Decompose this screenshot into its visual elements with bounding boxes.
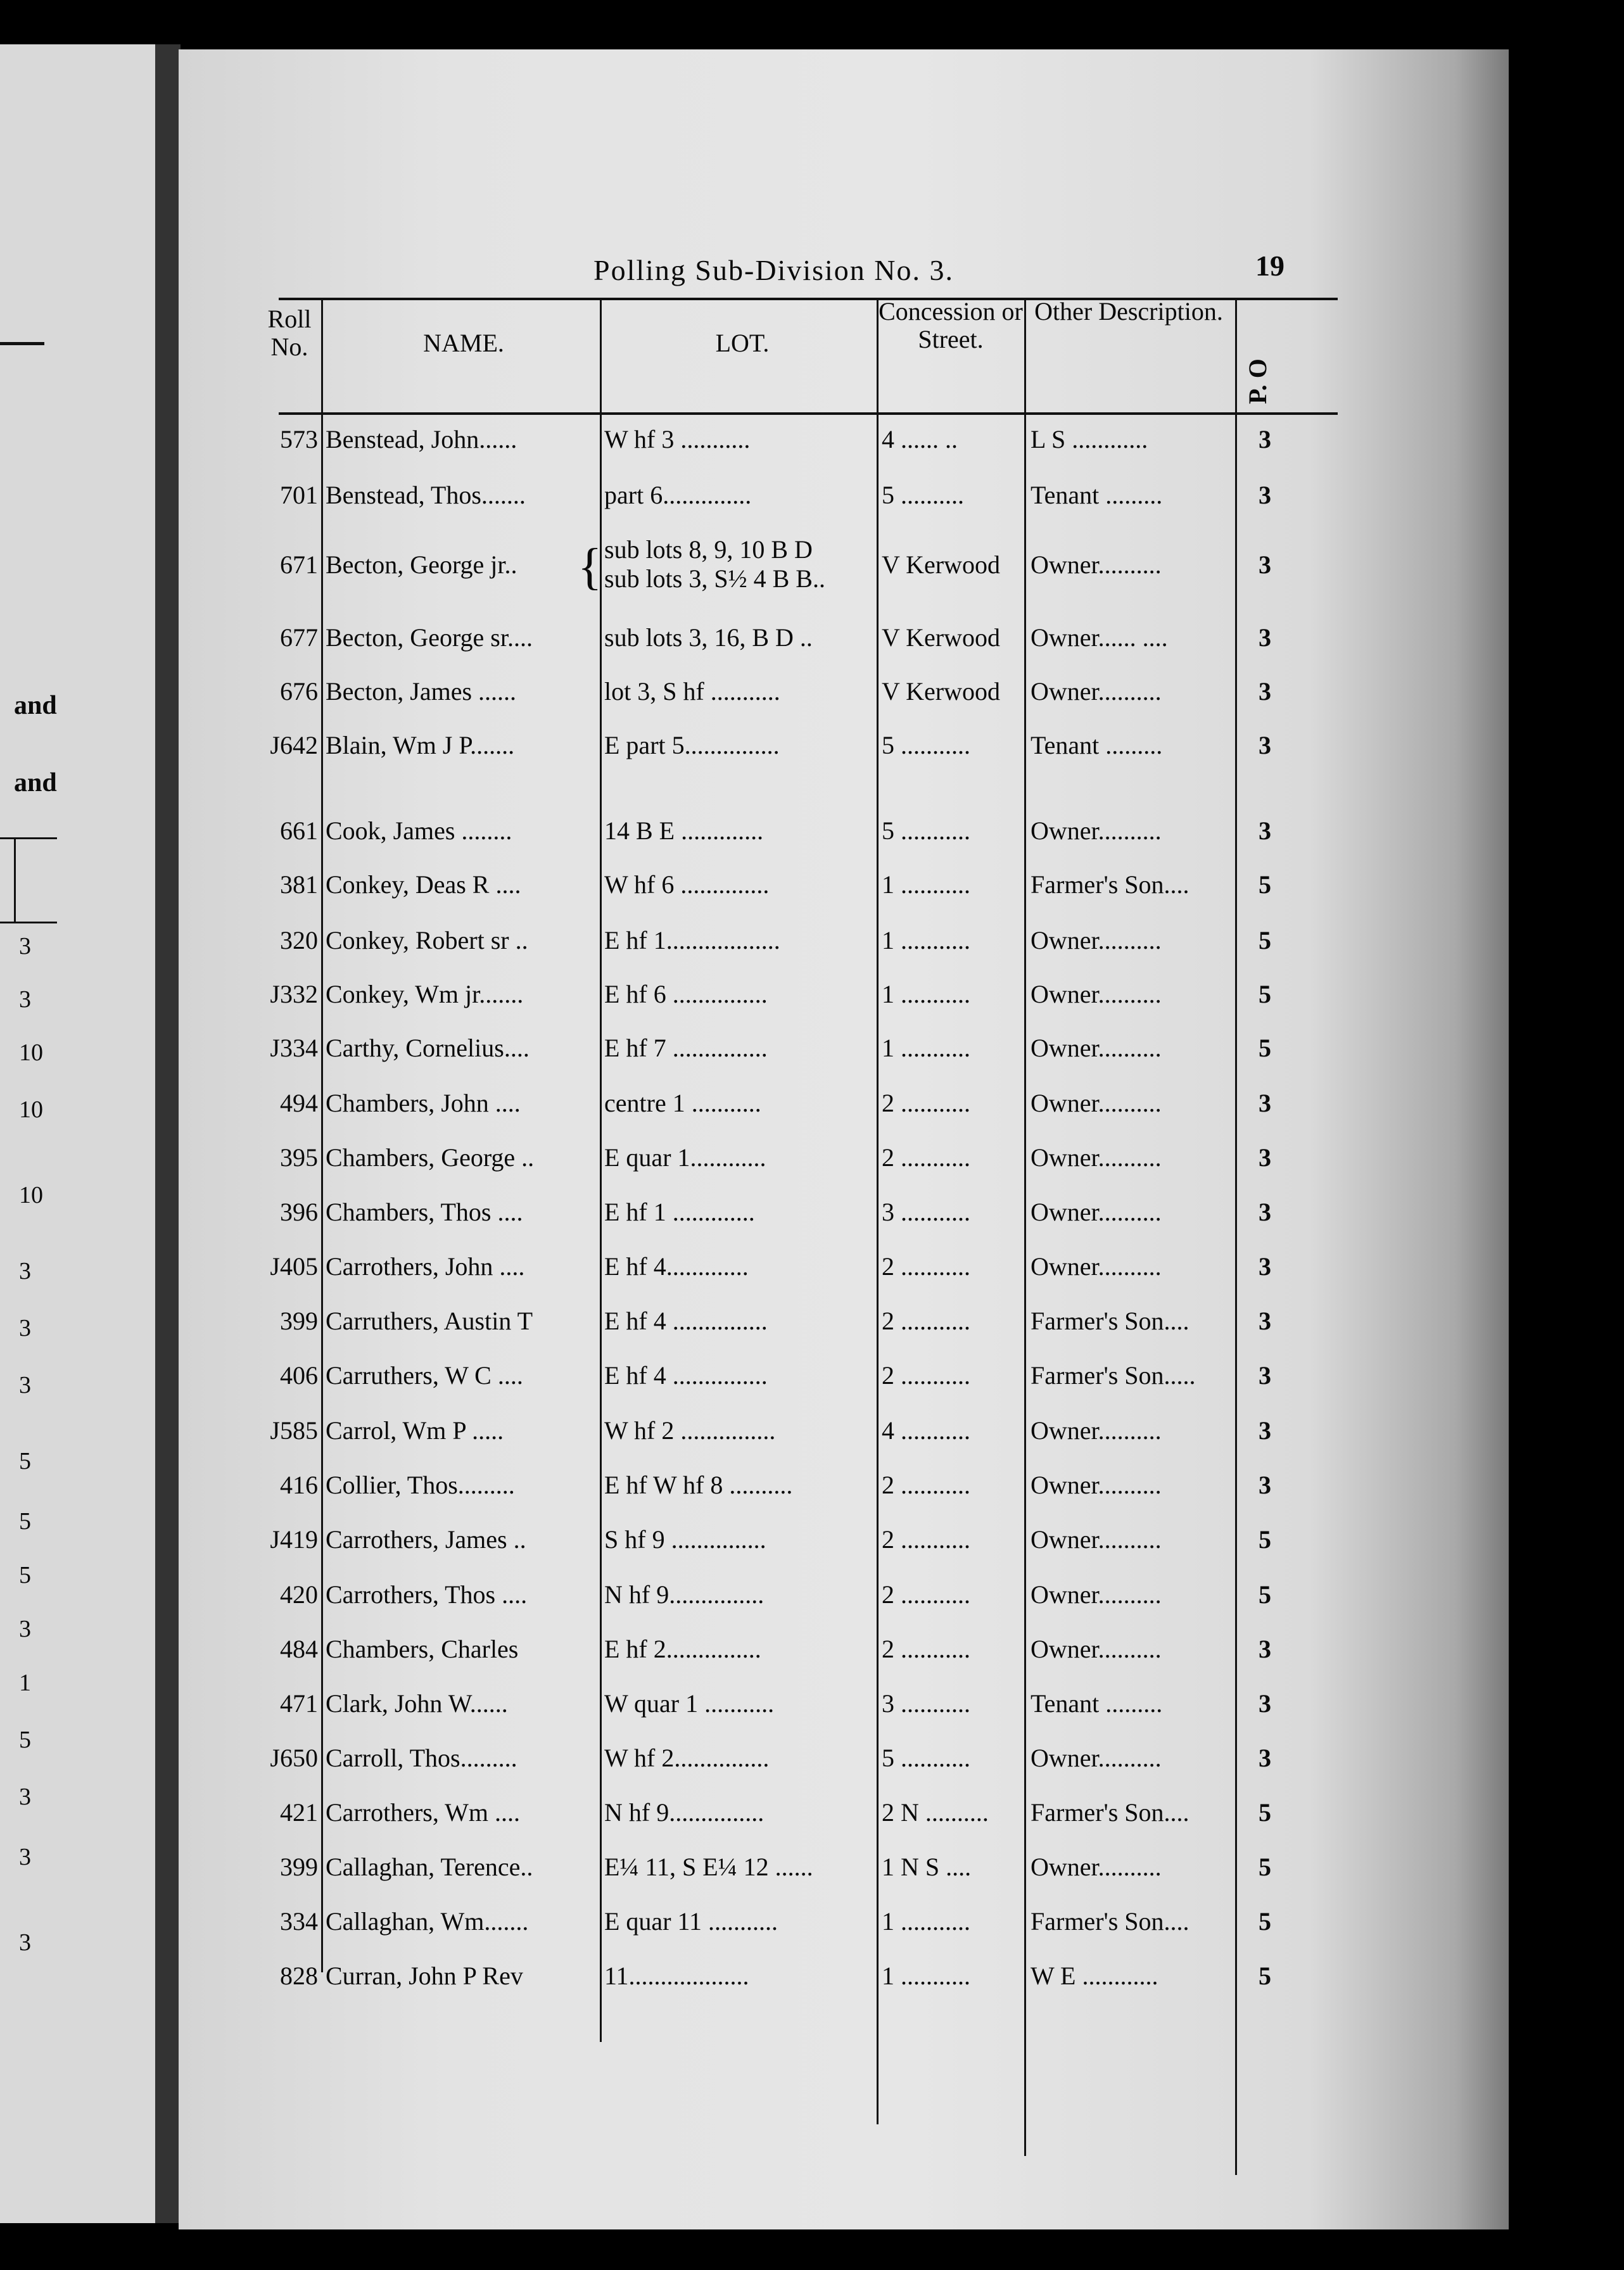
concession-value: 1 ........... bbox=[882, 1907, 970, 1936]
lot-description: centre 1 ........... bbox=[604, 1089, 761, 1117]
roll-number: 399 bbox=[280, 1307, 318, 1335]
lot-description: 14 B E ............. bbox=[604, 816, 764, 845]
lot-description: E part 5............... bbox=[604, 731, 780, 759]
voter-name: Clark, John W...... bbox=[326, 1689, 508, 1718]
po-value: 5 bbox=[1259, 1580, 1271, 1609]
roll-number: 471 bbox=[280, 1689, 318, 1718]
description-value: Farmer's Son.... bbox=[1031, 870, 1189, 899]
header-lot: LOT. bbox=[715, 329, 770, 357]
lot-description: part 6.............. bbox=[604, 481, 752, 509]
left-page-po-value: 5 bbox=[19, 1508, 31, 1535]
description-value: L S ............ bbox=[1031, 425, 1148, 453]
left-page-po-value: 3 bbox=[19, 1784, 31, 1810]
voter-name: Carruthers, W C .... bbox=[326, 1361, 523, 1390]
concession-value: 1 ........... bbox=[882, 980, 970, 1008]
concession-value: 2 ........... bbox=[882, 1580, 970, 1609]
po-value: 3 bbox=[1259, 623, 1271, 652]
description-value: Tenant ......... bbox=[1031, 481, 1163, 509]
po-value: 5 bbox=[1259, 870, 1271, 899]
left-page-po-value: 10 bbox=[19, 1039, 43, 1066]
lot-description: E hf 1.................. bbox=[604, 926, 780, 954]
left-page-po-value: 3 bbox=[19, 1258, 31, 1284]
description-value: Owner.......... bbox=[1031, 1416, 1162, 1445]
roll-number: J585 bbox=[270, 1416, 318, 1445]
roll-number: 406 bbox=[280, 1361, 318, 1390]
po-value: 3 bbox=[1259, 1143, 1271, 1172]
voter-name: Becton, George sr.... bbox=[326, 623, 533, 652]
concession-value: 2 N .......... bbox=[882, 1798, 989, 1827]
lot-description: E quar 11 ........... bbox=[604, 1907, 778, 1936]
roll-number: 395 bbox=[280, 1143, 318, 1172]
lot-description: N hf 9............... bbox=[604, 1580, 764, 1609]
concession-value: 1 ........... bbox=[882, 870, 970, 899]
column-rule bbox=[1024, 300, 1026, 2156]
lot-description: E¼ 11, S E¼ 12 ...... bbox=[604, 1853, 813, 1881]
left-page-po-value: 3 bbox=[19, 986, 31, 1013]
register-page bbox=[179, 49, 1509, 2229]
lot-description: sub lots 8, 9, 10 B D bbox=[604, 535, 813, 564]
concession-value: 5 ........... bbox=[882, 1744, 970, 1772]
po-value: 3 bbox=[1259, 1307, 1271, 1335]
lot-description: E hf 4 ............... bbox=[604, 1361, 768, 1390]
lot-description: E hf 4 ............... bbox=[604, 1307, 768, 1335]
lot-description: E hf 2............... bbox=[604, 1635, 761, 1663]
concession-value: 5 ........... bbox=[882, 816, 970, 845]
concession-value: 1 N S .... bbox=[882, 1853, 972, 1881]
description-value: W E ............ bbox=[1031, 1962, 1158, 1990]
left-page-rule bbox=[0, 342, 44, 345]
concession-value: 2 ........... bbox=[882, 1252, 970, 1281]
po-value: 3 bbox=[1259, 731, 1271, 759]
lot-description: E hf 7 ............... bbox=[604, 1034, 768, 1062]
description-value: Owner.......... bbox=[1031, 1252, 1162, 1281]
concession-value: V Kerwood bbox=[882, 677, 1001, 706]
header-name: NAME. bbox=[423, 329, 504, 357]
description-value: Owner.......... bbox=[1031, 1198, 1162, 1226]
lot-description: W hf 3 ........... bbox=[604, 425, 751, 453]
left-page-po-value: 5 bbox=[19, 1562, 31, 1588]
lot-description: W hf 2 ............... bbox=[604, 1416, 776, 1445]
concession-value: 5 .......... bbox=[882, 481, 964, 509]
po-value: 3 bbox=[1259, 1198, 1271, 1226]
column-rule bbox=[1235, 300, 1237, 2175]
roll-number: 381 bbox=[280, 870, 318, 899]
description-value: Owner.......... bbox=[1031, 816, 1162, 845]
description-value: Owner.......... bbox=[1031, 1143, 1162, 1172]
roll-number: 334 bbox=[280, 1907, 318, 1936]
header-po: P. O bbox=[1243, 358, 1272, 404]
left-page-po-value: 5 bbox=[19, 1448, 31, 1474]
voter-name: Conkey, Deas R .... bbox=[326, 870, 521, 899]
voter-name: Chambers, Thos .... bbox=[326, 1198, 523, 1226]
concession-value: 5 ........... bbox=[882, 731, 970, 759]
lot-description: E hf 1 ............. bbox=[604, 1198, 755, 1226]
column-rule bbox=[877, 300, 879, 2124]
header-description: Other Description. bbox=[1034, 297, 1223, 326]
po-value: 3 bbox=[1259, 1471, 1271, 1499]
left-page-po-header bbox=[0, 837, 57, 923]
voter-name: Carrol, Wm P ..... bbox=[326, 1416, 504, 1445]
description-value: Owner.......... bbox=[1031, 1580, 1162, 1609]
concession-value: 2 ........... bbox=[882, 1525, 970, 1554]
roll-number: 396 bbox=[280, 1198, 318, 1226]
voter-name: Callaghan, Wm....... bbox=[326, 1907, 529, 1936]
left-page-po-value: 3 bbox=[19, 1929, 31, 1956]
concession-value: V Kerwood bbox=[882, 550, 1001, 579]
description-value: Tenant ......... bbox=[1031, 1689, 1163, 1718]
concession-value: 1 ........... bbox=[882, 1034, 970, 1062]
po-value: 5 bbox=[1259, 1853, 1271, 1881]
po-value: 3 bbox=[1259, 1744, 1271, 1772]
voter-name: Carrothers, Thos .... bbox=[326, 1580, 528, 1609]
page-number: 19 bbox=[1255, 250, 1285, 282]
voter-name: Curran, John P Rev bbox=[326, 1962, 523, 1990]
po-value: 3 bbox=[1259, 816, 1271, 845]
lot-description: E hf 4............. bbox=[604, 1252, 749, 1281]
description-value: Owner.......... bbox=[1031, 1853, 1162, 1881]
lot-description: E hf 6 ............... bbox=[604, 980, 768, 1008]
roll-number: J419 bbox=[270, 1525, 318, 1554]
concession-value: 2 ........... bbox=[882, 1471, 970, 1499]
concession-value: 2 ........... bbox=[882, 1635, 970, 1663]
po-value: 3 bbox=[1259, 1635, 1271, 1663]
left-page-word: and bbox=[14, 768, 57, 797]
voter-name: Conkey, Wm jr....... bbox=[326, 980, 524, 1008]
roll-number: 828 bbox=[280, 1962, 318, 1990]
description-value: Farmer's Son..... bbox=[1031, 1361, 1196, 1390]
voter-name: Carruthers, Austin T bbox=[326, 1307, 533, 1335]
left-page-po-value: 3 bbox=[19, 933, 31, 960]
concession-value: 1 ........... bbox=[882, 1962, 970, 1990]
lot-description: 11................... bbox=[604, 1962, 749, 1990]
concession-value: 4 ...... .. bbox=[882, 425, 958, 453]
voter-name: Carrothers, John .... bbox=[326, 1252, 525, 1281]
po-value: 5 bbox=[1259, 926, 1271, 954]
roll-number: J650 bbox=[270, 1744, 318, 1772]
po-value: 5 bbox=[1259, 1962, 1271, 1990]
description-value: Tenant ......... bbox=[1031, 731, 1163, 759]
concession-value: 3 ........... bbox=[882, 1689, 970, 1718]
po-value: 3 bbox=[1259, 1416, 1271, 1445]
roll-number: 573 bbox=[280, 425, 318, 453]
description-value: Owner.......... bbox=[1031, 926, 1162, 954]
roll-number: 484 bbox=[280, 1635, 318, 1663]
description-value: Owner.......... bbox=[1031, 1525, 1162, 1554]
left-page-po-value: 3 bbox=[19, 1616, 31, 1642]
po-value: 3 bbox=[1259, 425, 1271, 453]
description-value: Owner...... .... bbox=[1031, 623, 1168, 652]
po-value: 3 bbox=[1259, 677, 1271, 706]
lot-description: sub lots 3, 16, B D .. bbox=[604, 623, 813, 652]
roll-number: 701 bbox=[280, 481, 318, 509]
description-value: Owner.......... bbox=[1031, 1089, 1162, 1117]
description-value: Owner.......... bbox=[1031, 1034, 1162, 1062]
description-value: Owner.......... bbox=[1031, 1471, 1162, 1499]
description-value: Owner.......... bbox=[1031, 1744, 1162, 1772]
left-page-po-value: 5 bbox=[19, 1727, 31, 1753]
left-page-po-value: 1 bbox=[19, 1670, 31, 1696]
roll-number: J642 bbox=[270, 731, 318, 759]
voter-name: Cook, James ........ bbox=[326, 816, 512, 845]
lot-description: E quar 1............ bbox=[604, 1143, 766, 1172]
po-value: 3 bbox=[1259, 481, 1271, 509]
brace-glyph: { bbox=[578, 539, 602, 595]
voter-name: Becton, James ...... bbox=[326, 677, 517, 706]
column-rule bbox=[321, 300, 323, 1972]
concession-value: 3 ........... bbox=[882, 1198, 970, 1226]
voter-name: Conkey, Robert sr .. bbox=[326, 926, 528, 954]
description-value: Owner.......... bbox=[1031, 550, 1162, 579]
voter-name: Callaghan, Terence.. bbox=[326, 1853, 533, 1881]
left-page-po-value: 3 bbox=[19, 1844, 31, 1870]
roll-number: 661 bbox=[280, 816, 318, 845]
concession-value: 1 ........... bbox=[882, 926, 970, 954]
voter-name: Chambers, Charles bbox=[326, 1635, 519, 1663]
roll-number: 494 bbox=[280, 1089, 318, 1117]
po-value: 3 bbox=[1259, 550, 1271, 579]
left-page-word: and bbox=[14, 691, 57, 720]
lot-description: W hf 6 .............. bbox=[604, 870, 770, 899]
po-value: 5 bbox=[1259, 1034, 1271, 1062]
roll-number: J332 bbox=[270, 980, 318, 1008]
lot-description: W hf 2............... bbox=[604, 1744, 770, 1772]
header-bottom-rule bbox=[279, 412, 1338, 415]
roll-number: 420 bbox=[280, 1580, 318, 1609]
lot-description: W quar 1 ........... bbox=[604, 1689, 775, 1718]
concession-value: 2 ........... bbox=[882, 1361, 970, 1390]
voter-name: Collier, Thos......... bbox=[326, 1471, 515, 1499]
voter-name: Carroll, Thos......... bbox=[326, 1744, 517, 1772]
voter-name: Benstead, John...... bbox=[326, 425, 517, 453]
roll-number: 671 bbox=[280, 550, 318, 579]
concession-value: 2 ........... bbox=[882, 1307, 970, 1335]
book-gutter bbox=[155, 44, 181, 2223]
roll-number: 677 bbox=[280, 623, 318, 652]
lot-description: E hf W hf 8 .......... bbox=[604, 1471, 793, 1499]
lot-description: S hf 9 ............... bbox=[604, 1525, 766, 1554]
roll-number: J405 bbox=[270, 1252, 318, 1281]
voter-name: Blain, Wm J P....... bbox=[326, 731, 515, 759]
voter-name: Chambers, John .... bbox=[326, 1089, 521, 1117]
voter-name: Benstead, Thos....... bbox=[326, 481, 526, 509]
po-value: 3 bbox=[1259, 1089, 1271, 1117]
description-value: Farmer's Son.... bbox=[1031, 1907, 1189, 1936]
concession-value: 2 ........... bbox=[882, 1089, 970, 1117]
voter-name: Becton, George jr.. bbox=[326, 550, 517, 579]
voter-name: Carrothers, Wm .... bbox=[326, 1798, 520, 1827]
po-value: 5 bbox=[1259, 980, 1271, 1008]
header-roll-no: Roll No. bbox=[267, 305, 312, 361]
voter-name: Carthy, Cornelius.... bbox=[326, 1034, 530, 1062]
left-page-fragment bbox=[0, 44, 155, 2223]
po-value: 5 bbox=[1259, 1907, 1271, 1936]
description-value: Owner.......... bbox=[1031, 980, 1162, 1008]
description-value: Owner.......... bbox=[1031, 677, 1162, 706]
po-value: 3 bbox=[1259, 1361, 1271, 1390]
left-page-po-value: 3 bbox=[19, 1372, 31, 1398]
lot-description: N hf 9............... bbox=[604, 1798, 764, 1827]
description-value: Owner.......... bbox=[1031, 1635, 1162, 1663]
voter-name: Chambers, George .. bbox=[326, 1143, 535, 1172]
header-concession: Concession or Street. bbox=[879, 297, 1023, 353]
description-value: Farmer's Son.... bbox=[1031, 1798, 1189, 1827]
roll-number: 416 bbox=[280, 1471, 318, 1499]
lot-description: lot 3, S hf ........... bbox=[604, 677, 780, 706]
running-head: Polling Sub-Division No. 3. bbox=[593, 254, 955, 286]
left-page-po-value: 10 bbox=[19, 1182, 43, 1208]
concession-value: 2 ........... bbox=[882, 1143, 970, 1172]
concession-value: V Kerwood bbox=[882, 623, 1001, 652]
roll-number: 399 bbox=[280, 1853, 318, 1881]
left-page-po-value: 3 bbox=[19, 1315, 31, 1341]
concession-value: 4 ........... bbox=[882, 1416, 970, 1445]
roll-number: 676 bbox=[280, 677, 318, 706]
roll-number: J334 bbox=[270, 1034, 318, 1062]
po-value: 5 bbox=[1259, 1525, 1271, 1554]
roll-number: 421 bbox=[280, 1798, 318, 1827]
left-page-po-value: 10 bbox=[19, 1096, 43, 1123]
po-value: 5 bbox=[1259, 1798, 1271, 1827]
description-value: Farmer's Son.... bbox=[1031, 1307, 1189, 1335]
po-value: 3 bbox=[1259, 1252, 1271, 1281]
voter-name: Carrothers, James .. bbox=[326, 1525, 526, 1554]
roll-number: 320 bbox=[280, 926, 318, 954]
po-value: 3 bbox=[1259, 1689, 1271, 1718]
lot-description-line2: sub lots 3, S½ 4 B B.. bbox=[604, 564, 825, 593]
